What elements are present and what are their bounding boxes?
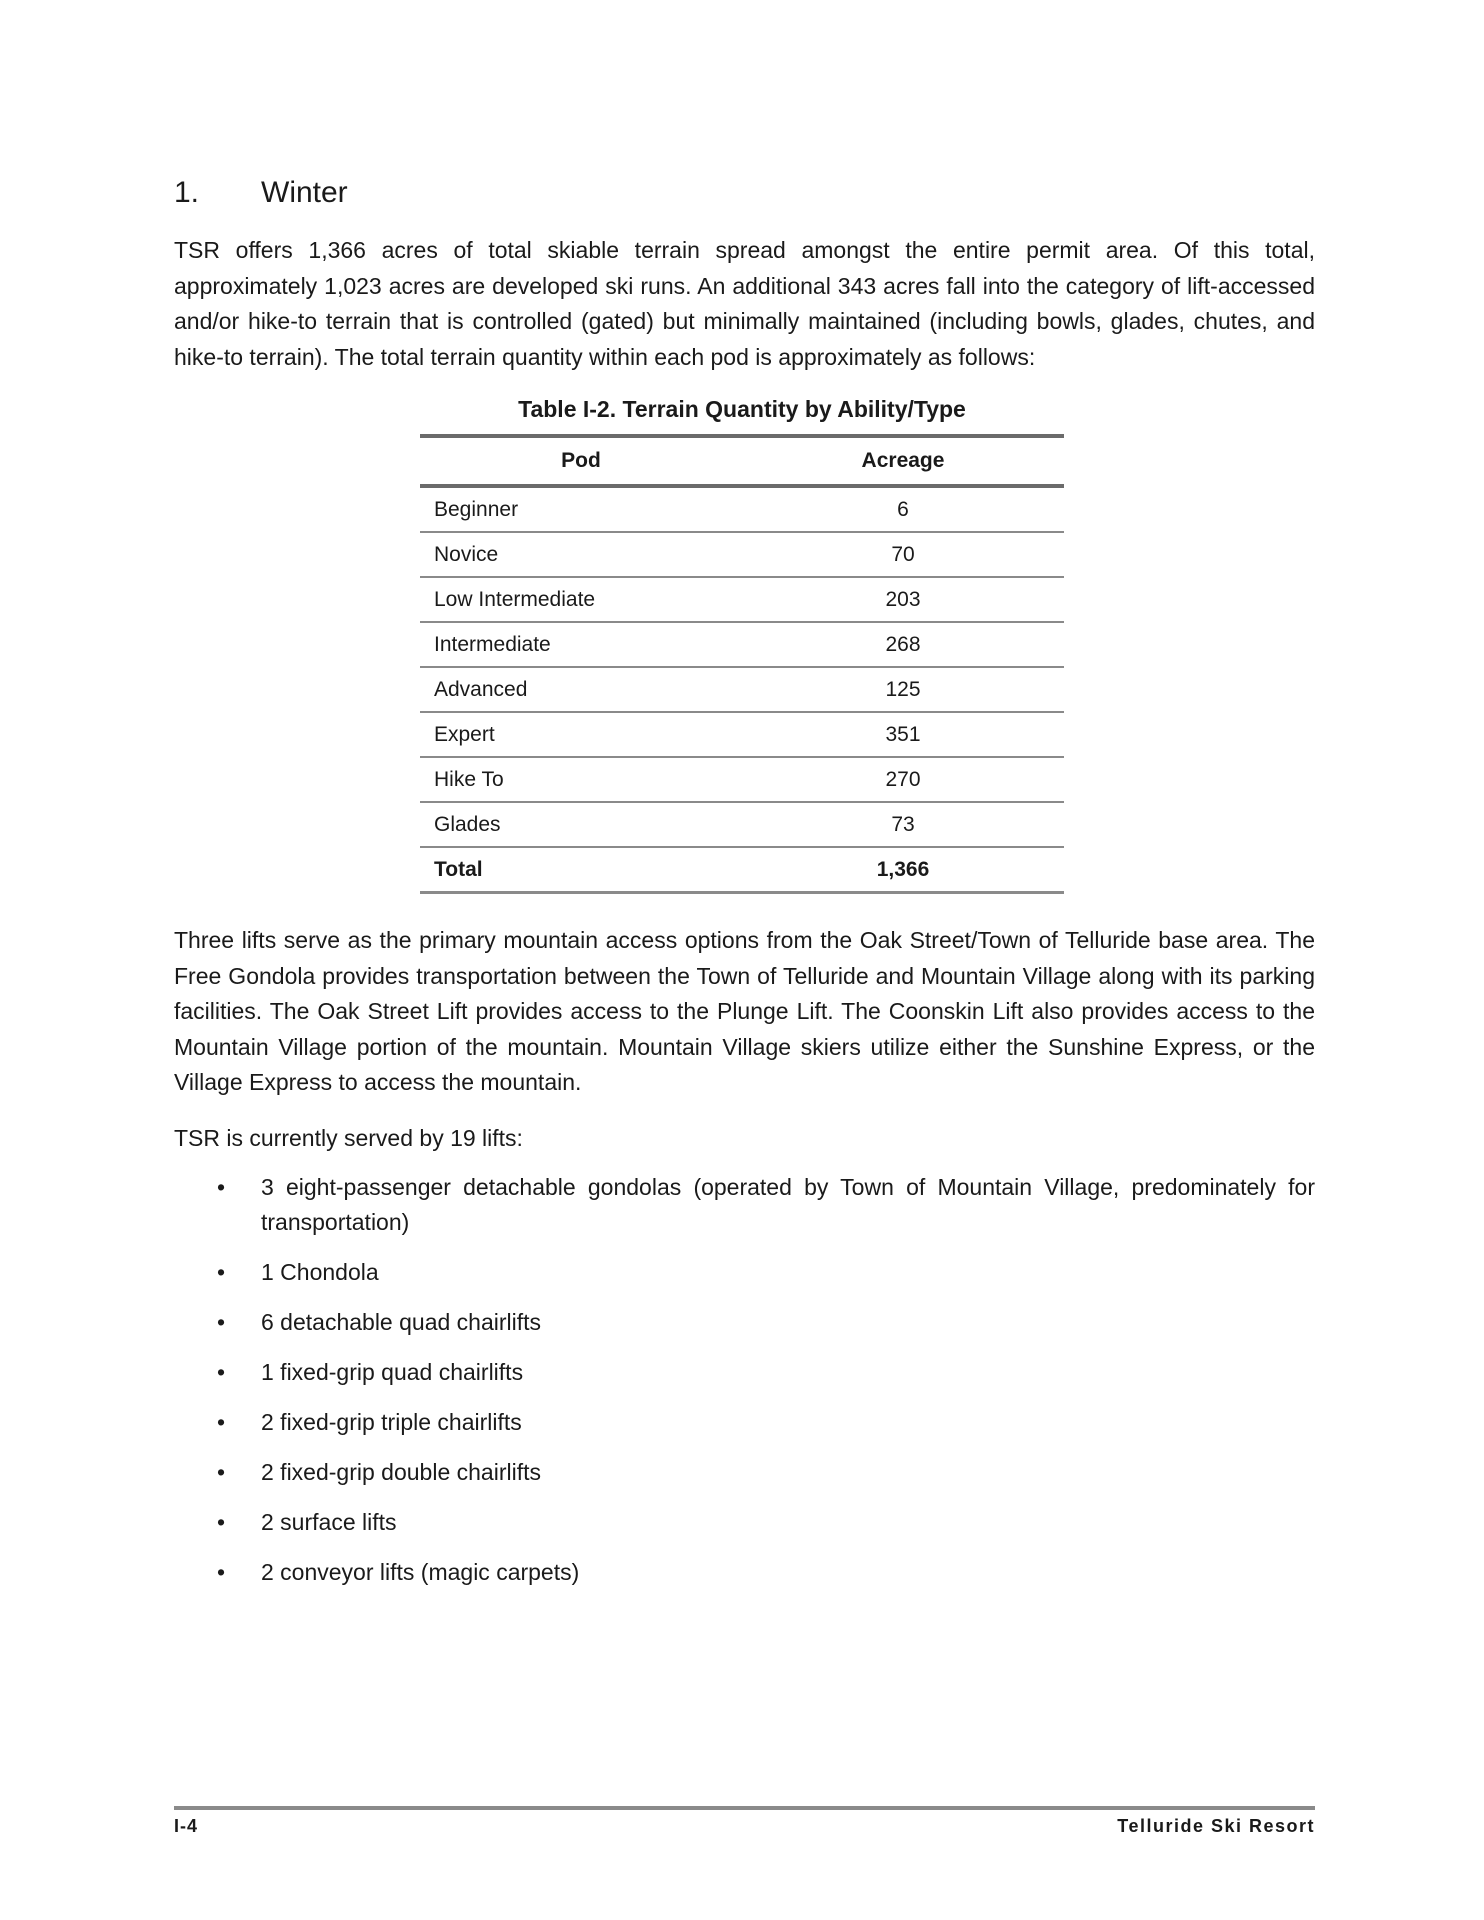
table-row (420, 578, 1064, 623)
table-row (420, 803, 1064, 848)
section-title: Winter (261, 176, 348, 209)
list-item (174, 1505, 1315, 1540)
list-item (174, 1355, 1315, 1390)
header-acreage: Acreage (861, 449, 945, 472)
bullet-icon: • (217, 1459, 226, 1485)
list-item (174, 1255, 1315, 1290)
access-paragraph: Three lifts serve as the primary mountain access options from the Oak Street/Town of Telluride base area. The Free Gondola provides transportation between the Town of Telluride and Mountain Village along with its parking facilities. The Oak Street Lift provides access to the Plunge Lift. The Coonskin Lift also provides access to the Mountain Village portion of the mountain. Mountain Village skiers utilize either the Sunshine Express, or the Village Express to access the mountain. (174, 927, 1315, 1095)
cell-acreage: 70 (891, 542, 915, 566)
lifts-intro-paragraph: TSR is currently served by 19 lifts: (174, 1125, 523, 1151)
cell-pod: Intermediate (434, 632, 551, 656)
table-total-row (420, 848, 1064, 894)
cell-pod: Advanced (434, 677, 528, 701)
cell-pod: Glades (434, 812, 501, 836)
table-row (420, 668, 1064, 713)
footer-rule (174, 1806, 1315, 1810)
table-row (420, 623, 1064, 668)
cell-total-label: Total (434, 857, 483, 881)
table-row (420, 533, 1064, 578)
cell-acreage: 125 (885, 677, 921, 701)
list-item (174, 1555, 1315, 1590)
list-item-text: 2 conveyor lifts (magic carpets) (261, 1559, 580, 1585)
list-item-text: 2 fixed-grip triple chairlifts (261, 1409, 522, 1435)
list-item (174, 1405, 1315, 1440)
page-number: I-4 (174, 1816, 199, 1836)
document-page (174, 0, 1315, 1920)
cell-total-value: 1,366 (876, 857, 930, 881)
section-number: 1. (174, 176, 200, 209)
table-row (420, 488, 1064, 533)
list-item-text: 1 Chondola (261, 1259, 379, 1285)
cell-pod: Beginner (434, 497, 519, 521)
bullet-icon: • (217, 1559, 226, 1585)
cell-acreage: 203 (885, 587, 921, 611)
cell-acreage: 6 (897, 497, 909, 521)
bullet-icon: • (217, 1174, 226, 1200)
terrain-table (420, 434, 1064, 894)
cell-acreage: 351 (885, 722, 921, 746)
bullet-icon: • (217, 1409, 226, 1435)
list-item (174, 1170, 1315, 1240)
intro-paragraph: TSR offers 1,366 acres of total skiable terrain spread amongst the entire permit area. Of this total, approximately 1,023 acres are developed ski runs. An additional 343 acres fall into the category of lift-accessed and/or hike-to terrain that is controlled (gated) but minimally maintained (including bowls, glades, chutes, and hike-to terrain). The total terrain quantity within each pod is approximately as follows: (174, 237, 1315, 370)
list-item (174, 1305, 1315, 1340)
list-item-text: 2 surface lifts (261, 1509, 397, 1535)
table-caption: Table I-2. Terrain Quantity by Ability/Type (518, 396, 966, 422)
lift-list (174, 1170, 1315, 1605)
table-row (420, 758, 1064, 803)
header-pod: Pod (561, 449, 601, 472)
cell-pod: Low Intermediate (434, 587, 596, 611)
list-item-text: 3 eight-passenger detachable gondolas (operated by Town of Mountain Village, predominately for transportation) (261, 1174, 1315, 1235)
section-heading (174, 176, 348, 210)
cell-pod: Novice (434, 542, 499, 566)
bullet-icon: • (217, 1309, 226, 1335)
table-row (420, 713, 1064, 758)
bullet-icon: • (217, 1359, 226, 1385)
list-item-text: 2 fixed-grip double chairlifts (261, 1459, 541, 1485)
bullet-icon: • (217, 1509, 226, 1535)
cell-acreage: 270 (885, 767, 921, 791)
cell-acreage: 73 (891, 812, 915, 836)
cell-pod: Expert (434, 722, 495, 746)
list-item-text: 1 fixed-grip quad chairlifts (261, 1359, 524, 1385)
bullet-icon: • (217, 1259, 226, 1285)
cell-acreage: 268 (885, 632, 921, 656)
list-item (174, 1455, 1315, 1490)
footer-title: Telluride Ski Resort (1117, 1816, 1315, 1836)
cell-pod: Hike To (434, 767, 504, 791)
table-header-row (420, 438, 1064, 484)
list-item-text: 6 detachable quad chairlifts (261, 1309, 542, 1335)
